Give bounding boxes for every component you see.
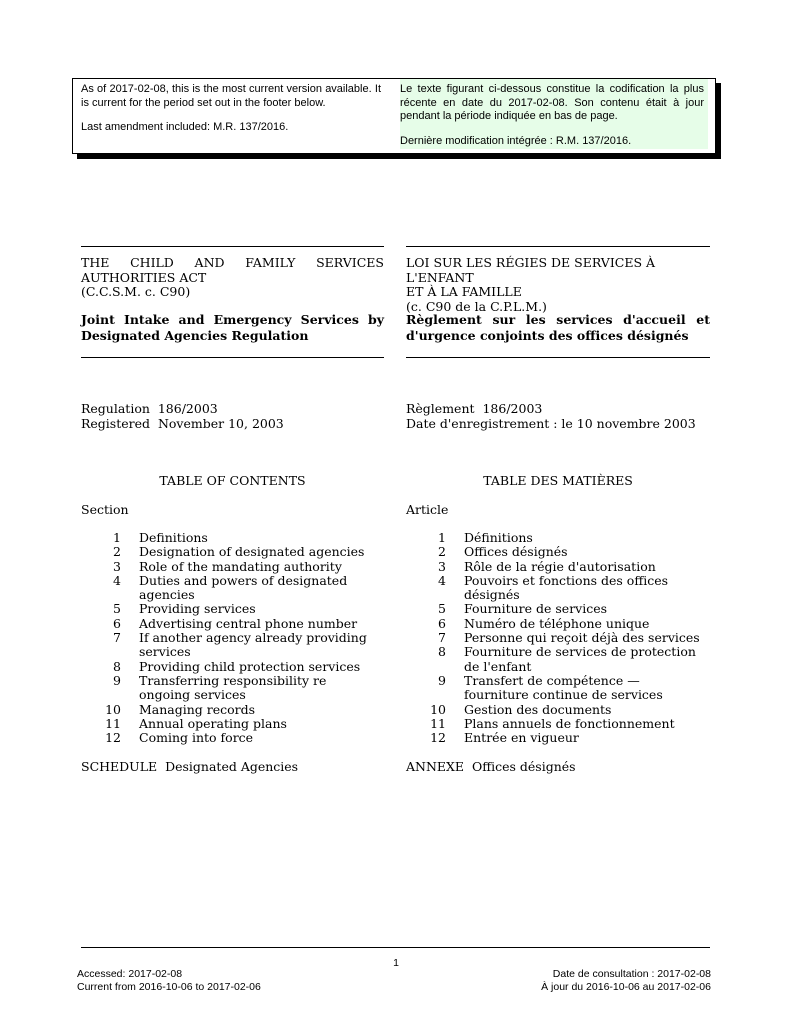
regulation-number-fr: Règlement 186/2003 <box>406 401 543 416</box>
en-toc-item-9 <box>81 674 371 703</box>
footer-accessed-fr: Date de consultation : 2017-02-08 <box>552 968 711 980</box>
act-name-fr-line1: LOI SUR LES RÉGIES DE SERVICES À L'ENFANT <box>406 255 656 285</box>
en-toc-item-4 <box>81 574 371 603</box>
fr-toc-item-number: 12 <box>430 730 446 746</box>
en-toc-item-number: 9 <box>113 672 121 688</box>
fr-toc-item-number: 2 <box>438 544 446 560</box>
en-toc-item-number: 6 <box>113 615 121 631</box>
fr-toc-item-11 <box>406 717 706 731</box>
en-toc-item-label: Coming into force <box>139 730 254 746</box>
fr-toc-item-12 <box>406 731 706 745</box>
fr-toc-item-label: Numéro de téléphone unique <box>464 615 650 631</box>
footer-fr <box>490 968 711 993</box>
fr-toc-item-number: 8 <box>438 644 446 660</box>
en-toc-item-8 <box>81 660 371 674</box>
en-toc-item-2 <box>81 545 371 559</box>
en-toc-item-label: Duties and powers of designated agencies <box>139 572 348 603</box>
en-toc-item-label: Managing records <box>139 701 256 717</box>
fr-toc-item-3 <box>406 560 706 574</box>
schedule-en: SCHEDULE Designated Agencies <box>81 759 299 774</box>
en-toc-item-number: 10 <box>105 701 121 717</box>
fr-toc-item-label: Rôle de la régie d'autorisation <box>464 558 656 574</box>
notice-fr-current-version: Le texte figurant ci-dessous constitue la codification la plus récente en date du 2017-02-08. Son contenu était à jour pendant la période indiquée en bas de page. <box>400 83 704 122</box>
fr-toc-item-4 <box>406 574 706 603</box>
act-citation-fr: (c. C90 de la C.P.L.M.) <box>406 298 547 314</box>
fr-toc-item-label: Définitions <box>464 530 533 545</box>
schedule-fr: ANNEXE Offices désignés <box>406 759 576 774</box>
fr-toc-item-label: Pouvoirs et fonctions des offices désignés <box>464 572 669 603</box>
fr-toc-item-6 <box>406 617 706 631</box>
notice-french <box>400 79 708 149</box>
en-toc-item-number: 12 <box>105 730 121 746</box>
en-toc-item-label: Providing child protection services <box>139 658 361 674</box>
fr-toc-item-8 <box>406 645 706 674</box>
en-toc-item-6 <box>81 617 371 631</box>
fr-toc-item-7 <box>406 631 706 645</box>
act-name-fr-line2: ET À LA FAMILLE <box>406 284 522 299</box>
fr-toc-item-number: 4 <box>438 572 446 588</box>
notice-en-last-amendment: Last amendment included: M.R. 137/2016. <box>81 121 289 133</box>
fr-toc-item-number: 10 <box>430 701 446 717</box>
act-name-en-line2: AUTHORITIES ACT <box>81 269 207 285</box>
toc-list-fr <box>406 531 706 745</box>
en-toc-item-label: Role of the mandating authority <box>139 558 342 574</box>
fr-toc-item-label: Entrée en vigueur <box>464 730 579 746</box>
en-toc-item-number: 7 <box>113 630 121 646</box>
fr-toc-item-number: 1 <box>438 530 446 545</box>
fr-toc-item-number: 7 <box>438 630 446 646</box>
notice-en-current-version: As of 2017-02-08, this is the most current version available. It is current for the period set out in the footer below. <box>81 83 381 109</box>
fr-toc-item-number: 6 <box>438 615 446 631</box>
en-toc-item-label: Transferring responsibility re ongoing services <box>139 672 327 703</box>
regulation-title-en: Joint Intake and Emergency Services by Designated Agencies Regulation <box>81 312 384 343</box>
en-toc-item-label: If another agency already providing services <box>139 630 367 660</box>
header-bottom-rule-fr <box>406 357 710 358</box>
en-toc-item-label: Annual operating plans <box>139 715 287 731</box>
en-toc-item-12 <box>81 731 371 745</box>
fr-toc-item-10 <box>406 703 706 717</box>
registered-date-en: Registered November 10, 2003 <box>81 415 284 431</box>
toc-heading-fr: TABLE DES MATIÈRES <box>483 473 633 488</box>
act-name-en-line1 <box>81 256 384 271</box>
en-toc-item-number: 4 <box>113 572 121 588</box>
fr-toc-item-2 <box>406 545 706 559</box>
en-toc-item-label: Providing services <box>139 601 256 617</box>
en-toc-item-number: 1 <box>113 530 121 545</box>
registration-fr <box>406 402 710 431</box>
page-number: 1 <box>393 957 399 969</box>
fr-toc-item-label: Fourniture de services <box>464 601 608 617</box>
registered-date-fr: Date d'enregistrement : le 10 novembre 2003 <box>406 415 696 431</box>
registration-en <box>81 402 384 431</box>
en-toc-item-5 <box>81 602 371 616</box>
regulation-title-fr: Règlement sur les services d'accueil et d'urgence conjoints des offices désignés <box>406 312 710 343</box>
footer-rule <box>81 947 710 948</box>
header-bottom-rule-en <box>81 357 384 358</box>
en-toc-item-number: 11 <box>105 715 121 731</box>
en-toc-item-number: 2 <box>113 544 121 560</box>
toc-section-label-fr: Article <box>406 502 449 517</box>
fr-toc-item-label: Gestion des documents <box>464 701 612 717</box>
act-name-en <box>81 256 384 300</box>
fr-toc-item-label: Personne qui reçoit déjà des services <box>464 630 700 646</box>
en-toc-item-10 <box>81 703 371 717</box>
toc-section-label-en: Section <box>81 502 129 517</box>
fr-toc-item-label: Fourniture de services de protection de l'enfant <box>464 644 696 674</box>
en-toc-item-label: Definitions <box>139 530 208 545</box>
fr-toc-item-number: 3 <box>438 558 446 574</box>
en-toc-item-number: 3 <box>113 558 121 574</box>
footer-accessed-en: Accessed: 2017-02-08 <box>77 968 183 980</box>
fr-toc-item-5 <box>406 602 706 616</box>
fr-toc-item-number: 9 <box>438 672 446 688</box>
notice-fr-last-amendment: Dernière modification intégrée : R.M. 137/2016. <box>400 134 632 147</box>
fr-toc-item-label: Plans annuels de fonctionnement <box>464 715 675 731</box>
fr-toc-item-label: Transfert de compétence — fourniture continue de services <box>464 672 663 703</box>
act-name-fr <box>406 256 710 314</box>
en-toc-item-11 <box>81 717 371 731</box>
fr-toc-item-number: 5 <box>438 601 446 617</box>
en-toc-item-3 <box>81 560 371 574</box>
en-toc-item-number: 8 <box>113 658 121 674</box>
footer-en <box>77 968 261 993</box>
fr-toc-item-1 <box>406 531 706 545</box>
toc-list-en <box>81 531 371 745</box>
footer-current-en: Current from 2016-10-06 to 2017-02-06 <box>77 980 261 993</box>
header-top-rule-en <box>81 246 384 247</box>
act-citation-en: (C.C.S.M. c. C90) <box>81 284 191 299</box>
en-toc-item-label: Designation of designated agencies <box>139 544 365 560</box>
notice-english <box>81 83 381 146</box>
en-toc-item-1 <box>81 531 371 545</box>
en-toc-item-7 <box>81 631 371 660</box>
toc-heading-en: TABLE OF CONTENTS <box>159 473 306 488</box>
act-name-en-line1-text: THE CHILD AND FAMILY SERVICES <box>81 255 384 270</box>
header-top-rule-fr <box>406 246 710 247</box>
regulation-number-en: Regulation 186/2003 <box>81 401 218 416</box>
en-toc-item-label: Advertising central phone number <box>139 615 358 631</box>
en-toc-item-number: 5 <box>113 601 121 617</box>
fr-toc-item-9 <box>406 674 706 703</box>
fr-toc-item-number: 11 <box>430 715 446 731</box>
fr-toc-item-label: Offices désignés <box>464 544 568 560</box>
footer-current-fr: À jour du 2016-10-06 au 2017-02-06 <box>541 980 711 993</box>
currency-notice-box <box>72 78 716 154</box>
